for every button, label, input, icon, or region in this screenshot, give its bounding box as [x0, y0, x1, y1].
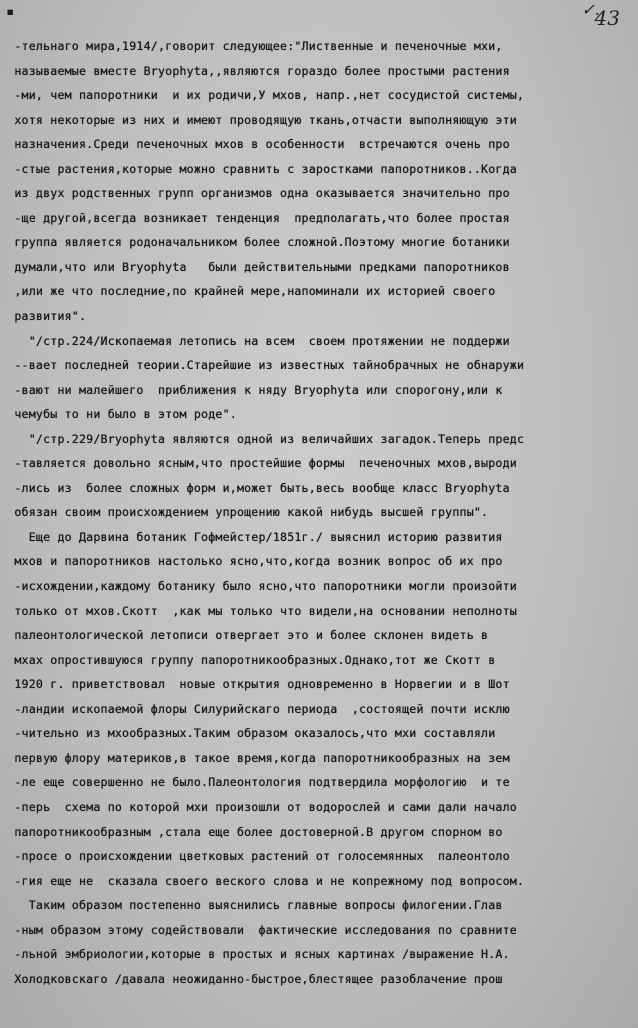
text-line: -вают ни малейшего приближения к няду Bryophyta или спорогону,или к	[0, 382, 503, 397]
text-line: из двух родственных групп организмов одна оказывается значительно про	[0, 186, 510, 201]
text-line: -тавляется довольно ясным,что простейшие формы печеночных мхов,выроди	[0, 456, 517, 471]
text-line: хотя некоторые из них и имеют проводящую ткань,отчасти выполняющую эти	[0, 112, 517, 127]
text-line: ,или же что последние,по крайней мере,напоминали их историей своего	[0, 284, 496, 299]
text-line: -ще другой,всегда возникает тенденция предполагать,что более простая	[0, 210, 510, 225]
text-line: -чительно из мхообразных.Таким образом оказалось,что мхи составляли	[0, 726, 496, 741]
text-line: называемые вместе Bryophyta,,являются гораздо более простыми растения	[0, 63, 510, 78]
text-line: "/стр.224/Ископаемая летопись на всем своем протяжении не поддержи	[0, 333, 510, 348]
text-line: развития".	[0, 309, 87, 324]
text-line: папоротникообразным ,стала еще более достоверной.В другом спорном во	[0, 824, 503, 839]
text-line: первую флору материков,в такое время,когда папоротникообразных на зем	[0, 750, 510, 765]
text-line: -льной эмбриологии,которые в простых и ясных картинах /выражение Н.А.	[0, 947, 510, 962]
text-line: -перь схема по которой мхи произошли от водорослей и сами дали начало	[0, 799, 517, 814]
text-line: группа является родоначальником более сложной.Поэтому многие ботаники	[0, 235, 510, 250]
corner-mark: ▪	[6, 4, 15, 20]
text-line: назначения.Среди печеночных мхов в особенности встречаются очень про	[0, 137, 510, 152]
body-text	[0, 34, 638, 991]
text-line: -ми, чем папоротники и их родичи,У мхов, напр.,нет сосудистой системы,	[0, 88, 525, 103]
text-line: мхах опростившуюся группу папоротникообразных.Однако,тот же Скотт в	[0, 652, 496, 667]
text-line: палеонтологической летописи отвергает это и более склонен видеть в	[0, 628, 489, 643]
page-number: 43	[594, 6, 620, 30]
text-line: -тельнаго мира,1914/,говорит следующее:"Лиственные и печеночные мхи,	[0, 39, 503, 53]
text-line: Холодковскаго /давала неожиданно-быстрое,блестящее разоблачение прош	[0, 971, 503, 986]
text-line: -ным образом этому содействовали фактические исследования по сравните	[0, 922, 517, 937]
text-line: -лись из более сложных форм и,может быть,весь вообще класс Bryophyta	[0, 480, 510, 495]
text-line: обязан своим происхождением упрощению какой нибудь высшей группы".	[0, 505, 489, 520]
text-line: "/стр.229/Bryophyta являются одной из величайших загадок.Теперь предс	[0, 431, 525, 446]
text-line: Еще до Дарвина ботаник Гофмейстер/1851г./ выяснил историю развития	[0, 529, 503, 544]
text-line: только от мхов.Скотт ,как мы только что видели,на основании неполноты	[0, 603, 517, 618]
text-line: Таким образом постепенно выяснились главные вопросы филогении.Глав	[0, 898, 503, 913]
text-line: -гия еще не сказала своего веского слова и не копрежному под вопросом.	[0, 873, 525, 888]
text-line: -ле еще совершенно не было.Палеонтология подтвердила морфологию и те	[0, 775, 510, 790]
text-line: чемубы то ни было в этом роде".	[0, 407, 237, 422]
text-line: -просе о происхождении цветковых растений от голосемянных палеонтоло	[0, 849, 510, 864]
text-line: -стые растения,которые можно сравнить с заростками папоротников..Когда	[0, 161, 517, 176]
text-line: -ландии ископаемой флоры Силурийскаго периода ,состоящей почти исклю	[0, 701, 510, 716]
text-line: думали,что или Bryophyta были действительными предками папоротников	[0, 259, 510, 274]
text-line: --вает последней теории.Старейшие из известных тайнобрачных не обнаружи	[0, 358, 525, 373]
text-line: мхов и папоротников настолько ясно,что,когда возник вопрос об их про	[0, 554, 503, 569]
page-check-mark: ✓.	[581, 0, 600, 19]
text-line: 1920 г. приветствовал новые открытия одновременно в Норвегии и в Шот	[0, 677, 510, 692]
text-line: -исхождении,каждому ботанику было ясно,что папоротники могли произойти	[0, 579, 517, 594]
